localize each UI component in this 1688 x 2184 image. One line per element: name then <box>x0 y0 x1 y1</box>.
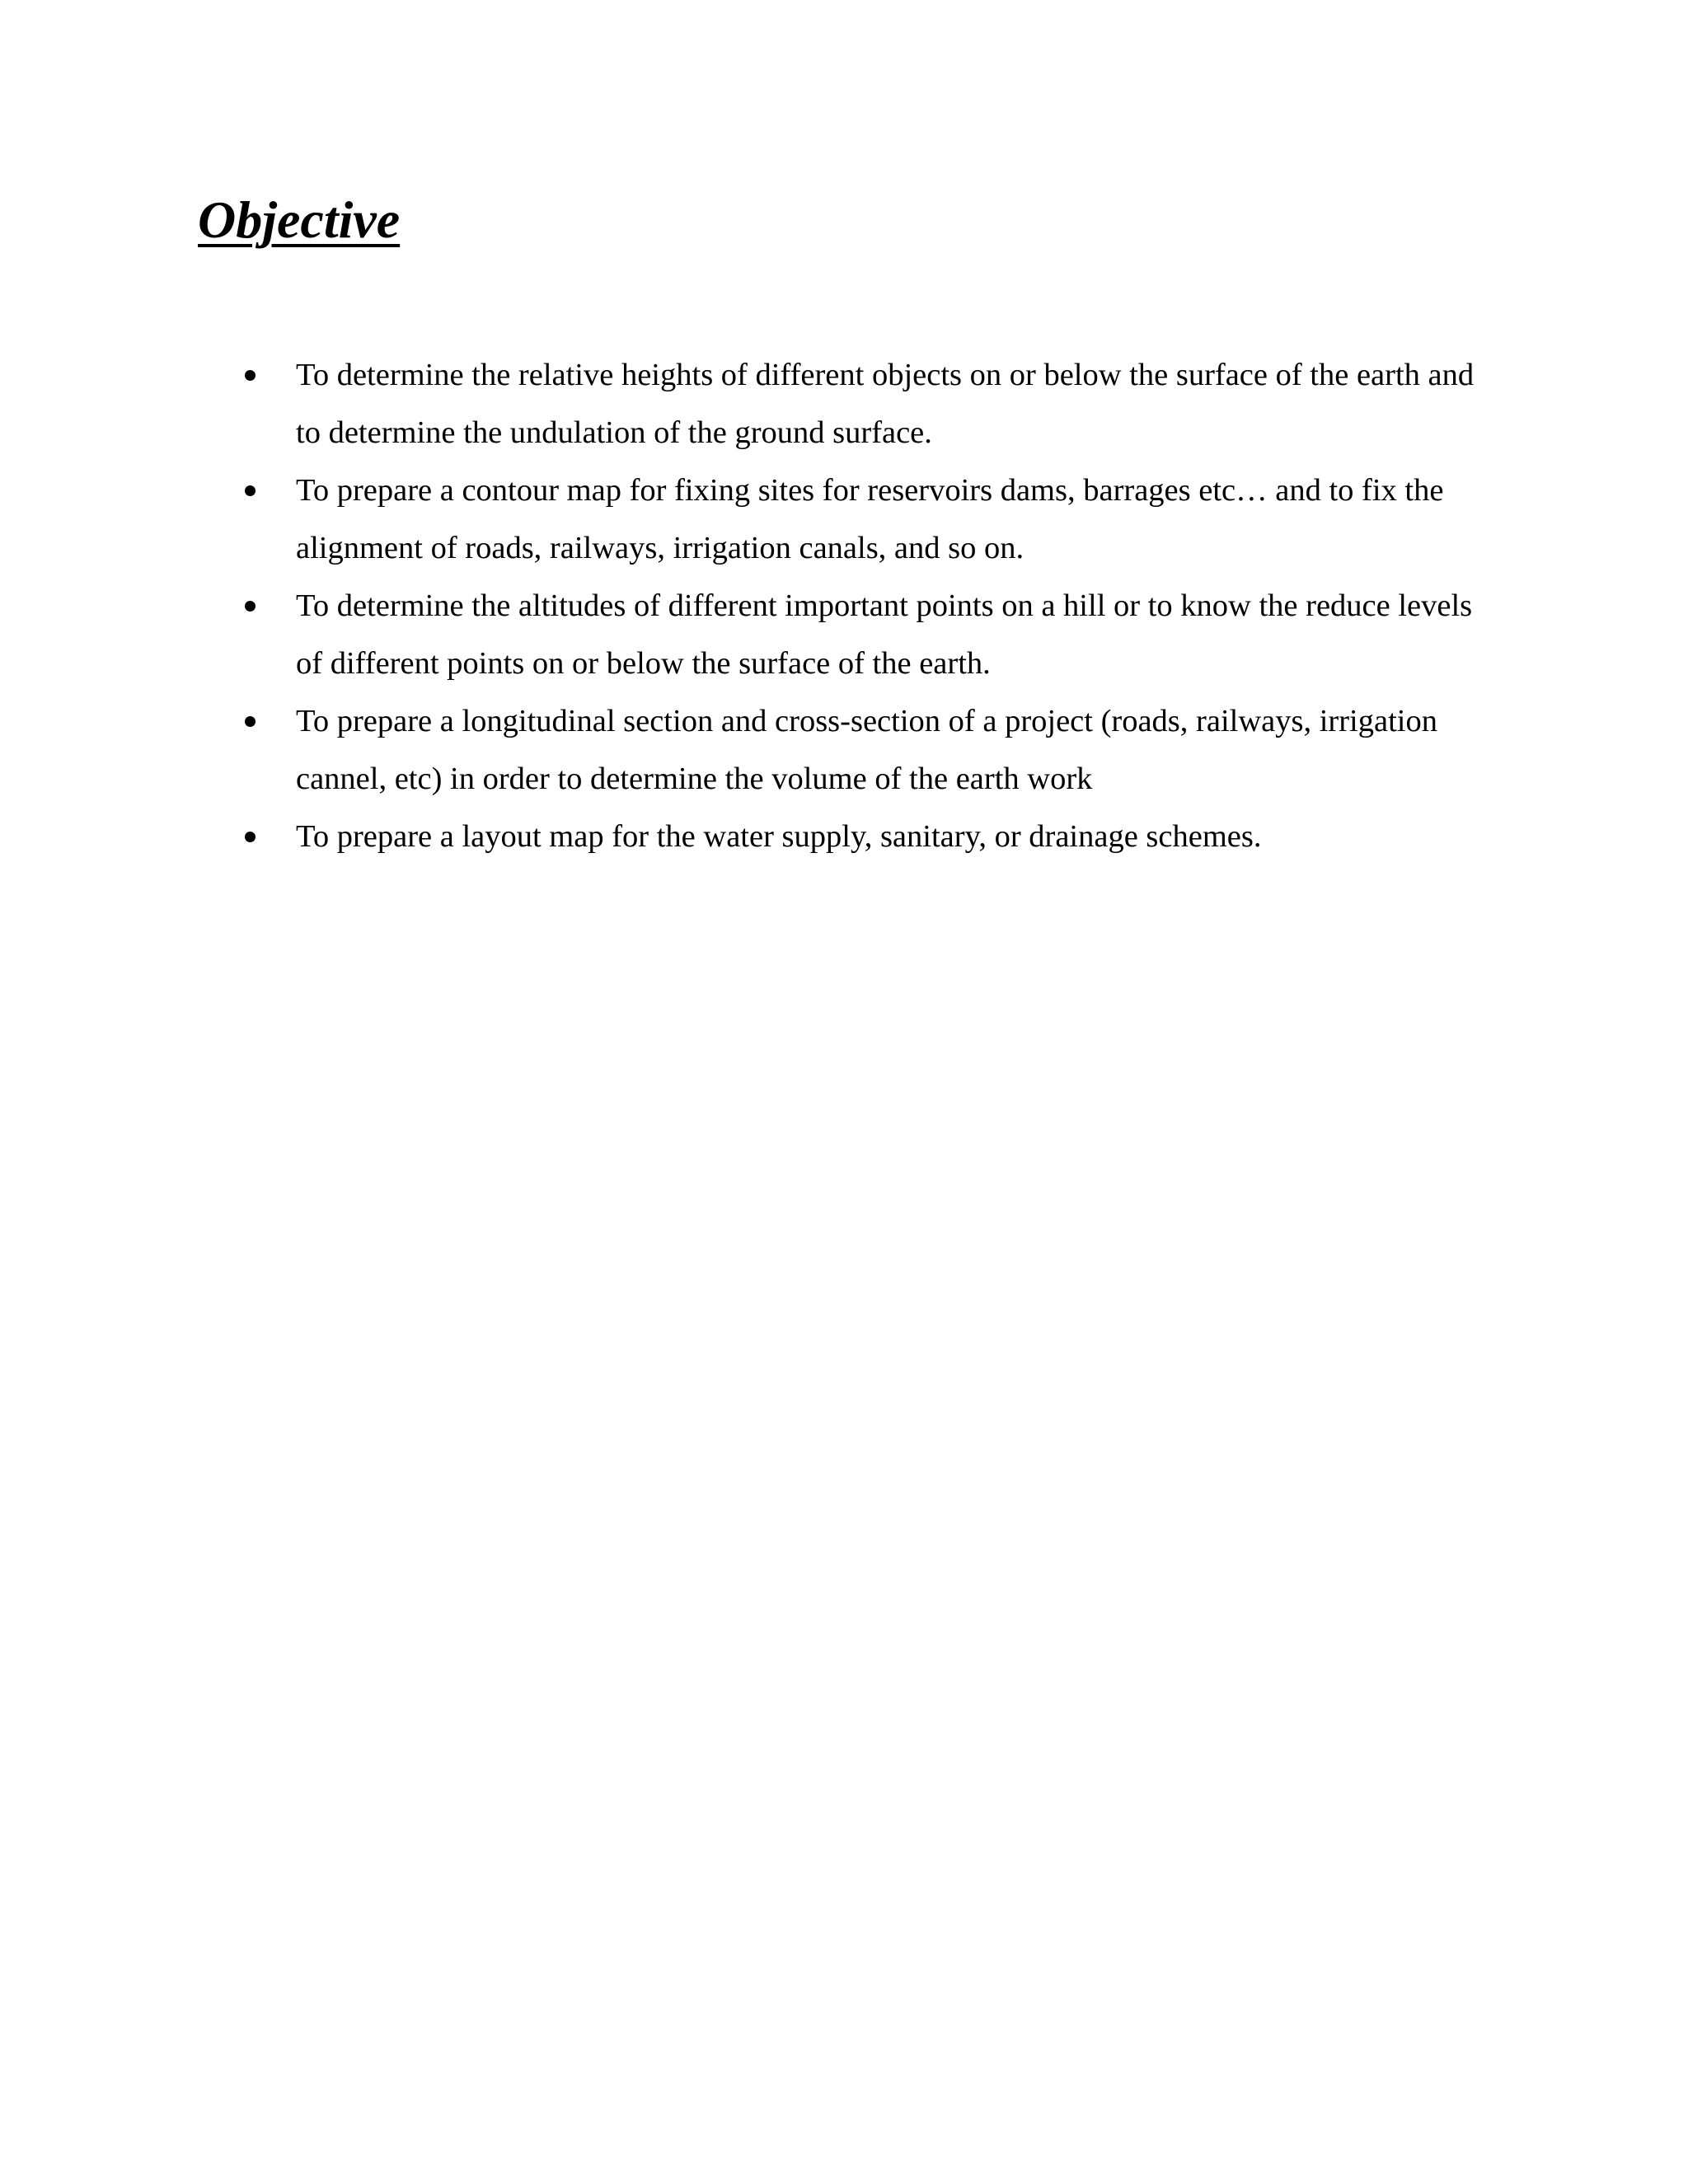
list-item <box>198 346 1484 462</box>
bullet-icon <box>245 485 256 496</box>
objectives-list <box>198 346 1484 865</box>
list-item <box>198 462 1484 577</box>
list-item <box>198 692 1484 808</box>
bullet-icon <box>245 370 256 381</box>
list-item <box>198 577 1484 692</box>
bullet-icon <box>245 601 256 612</box>
bullet-icon <box>245 832 256 842</box>
objective-text: To prepare a contour map for fixing sites for reservoirs dams, barrages etc… and to fix the alignment of roads, railways, irrigation canals, and so on. <box>296 473 1444 565</box>
objective-text: To prepare a layout map for the water supply, sanitary, or drainage schemes. <box>296 819 1262 854</box>
objective-text: To determine the altitudes of different important points on a hill or to know the reduce levels of different points on or below the surface of the earth. <box>296 588 1473 681</box>
page-title: Objective <box>198 190 401 249</box>
objective-text: To determine the relative heights of different objects on or below the surface of the earth and to determine the undulation of the ground surface. <box>296 358 1475 450</box>
bullet-icon <box>245 716 256 727</box>
objective-text: To prepare a longitudinal section and cross-section of a project (roads, railways, irrigation cannel, etc) in order to determine the volume of the earth work <box>296 704 1437 796</box>
list-item <box>198 808 1484 865</box>
